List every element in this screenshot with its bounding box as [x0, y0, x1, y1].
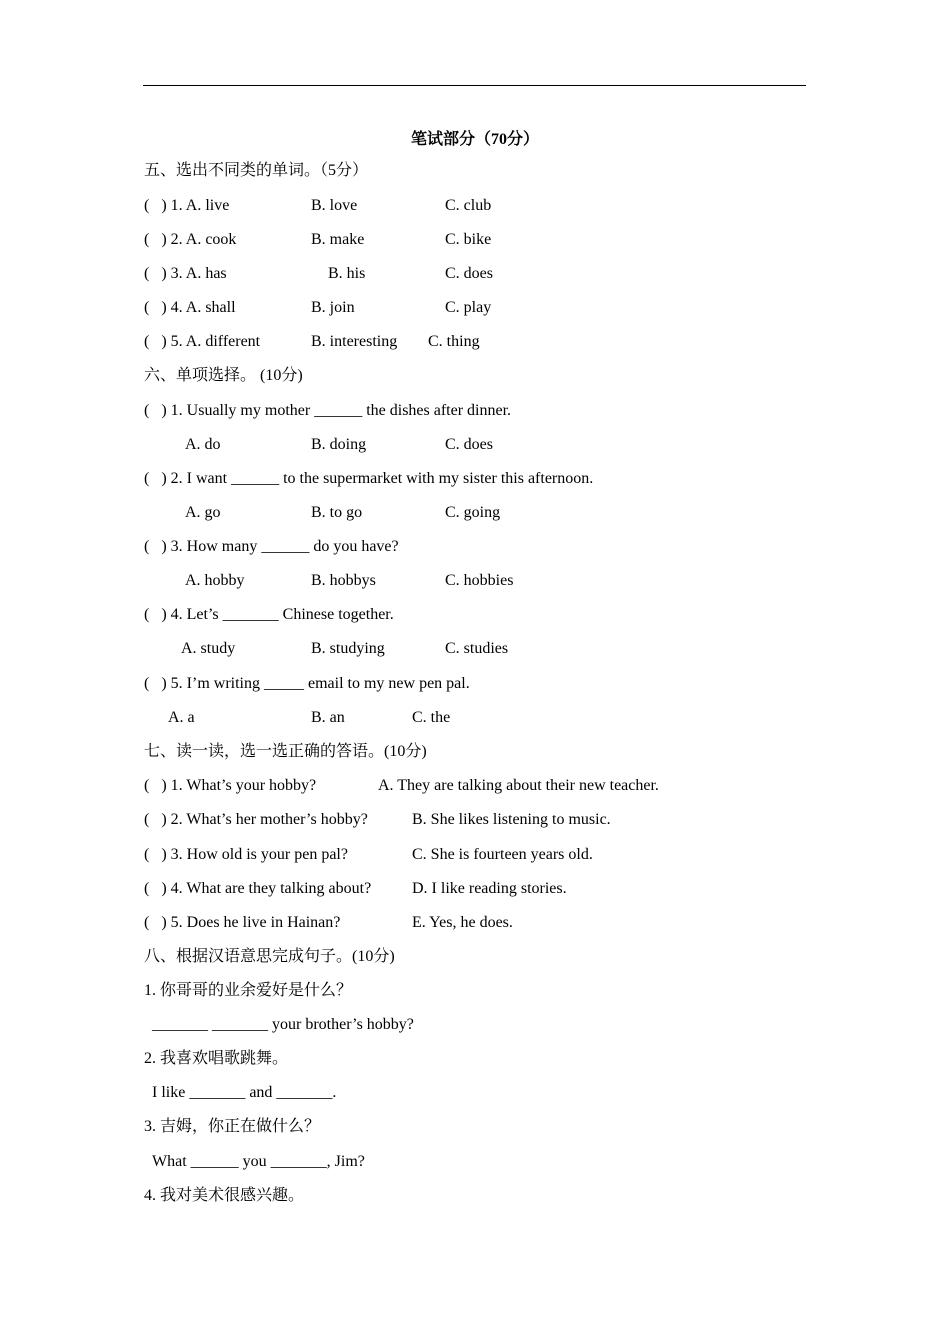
s8-q3-cn: 3. 吉姆，你正在做什么？	[144, 1118, 321, 1135]
s6-q1-a: A. do	[185, 436, 221, 453]
s5-q5: ( ) 5. A. different	[144, 333, 261, 350]
s8-q1-cn: 1. 你哥哥的业余爱好是什么？	[144, 982, 353, 999]
s7-a2: B. She likes listening to music.	[412, 811, 611, 828]
s6-q5-a: A. a	[168, 709, 195, 726]
s7-q4: ( ) 4. What are they talking about?	[144, 880, 372, 897]
s5-q1: ( ) 1. A. live	[144, 197, 230, 214]
section7-heading: 七、读一读，选一选正确的答语。(10分)	[144, 743, 427, 760]
section6-heading: 六、单项选择。 (10分)	[144, 367, 303, 384]
s6-q4-a: A. study	[181, 640, 236, 657]
s5-q3-b: B. his	[328, 265, 366, 282]
s7-a4: D. I like reading stories.	[412, 880, 567, 897]
s6-q3-b: B. hobbys	[311, 572, 376, 589]
s6-q5-c: C. the	[412, 709, 451, 726]
section5-heading: 五、选出不同类的单词。（5分）	[144, 162, 369, 179]
s6-q5-b: B. an	[311, 709, 345, 726]
s7-a5: E. Yes, he does.	[412, 914, 513, 931]
s5-q4-c: C. play	[445, 299, 492, 316]
s6-q1-c: C. does	[445, 436, 493, 453]
s8-q2-cn: 2. 我喜欢唱歌跳舞。	[144, 1050, 289, 1067]
s5-q1-b: B. love	[311, 197, 358, 214]
s6-q4-c: C. studies	[445, 640, 509, 657]
s6-q2-c: C. going	[445, 504, 501, 521]
s6-q2: ( ) 2. I want ______ to the supermarket with my sister this afternoon.	[144, 470, 594, 487]
s6-q2-a: A. go	[185, 504, 221, 521]
s5-q5-b: B. interesting	[311, 333, 398, 350]
s7-a3: C. She is fourteen years old.	[412, 846, 593, 863]
s7-q1: ( ) 1. What’s your hobby?	[144, 777, 317, 794]
s5-q3-c: C. does	[445, 265, 493, 282]
s5-q5-c: C. thing	[428, 333, 480, 350]
s8-q1-en: _______ _______ your brother’s hobby?	[152, 1016, 414, 1033]
s6-q4: ( ) 4. Let’s _______ Chinese together.	[144, 606, 394, 623]
s7-q5: ( ) 5. Does he live in Hainan?	[144, 914, 341, 931]
s8-q3-en: What ______ you _______, Jim?	[152, 1153, 365, 1170]
s6-q3-a: A. hobby	[185, 572, 245, 589]
s7-a1: A. They are talking about their new teacher.	[378, 777, 659, 794]
s6-q2-b: B. to go	[311, 504, 363, 521]
s5-q2-b: B. make	[311, 231, 365, 248]
s8-q2-en: I like _______ and _______.	[152, 1084, 337, 1101]
s5-q2: ( ) 2. A. cook	[144, 231, 237, 248]
s5-q1-c: C. club	[445, 197, 492, 214]
page-title: 笔试部分（70分）	[410, 131, 539, 148]
s6-q5: ( ) 5. I’m writing _____ email to my new pen pal.	[144, 675, 470, 692]
s5-q3: ( ) 3. A. has	[144, 265, 227, 282]
s6-q1: ( ) 1. Usually my mother ______ the dishes after dinner.	[144, 402, 512, 419]
s8-q4-cn: 4. 我对美术很感兴趣。	[144, 1187, 305, 1204]
s5-q2-c: C. bike	[445, 231, 492, 248]
s7-q3: ( ) 3. How old is your pen pal?	[144, 846, 348, 863]
s6-q3: ( ) 3. How many ______ do you have?	[144, 538, 399, 555]
s6-q4-b: B. studying	[311, 640, 385, 657]
s6-q3-c: C. hobbies	[445, 572, 514, 589]
s5-q4-b: B. join	[311, 299, 355, 316]
s7-q2: ( ) 2. What’s her mother’s hobby?	[144, 811, 368, 828]
section8-heading: 八、根据汉语意思完成句子。(10分)	[144, 948, 395, 965]
s6-q1-b: B. doing	[311, 436, 367, 453]
s5-q4: ( ) 4. A. shall	[144, 299, 236, 316]
header-rule	[143, 85, 806, 86]
